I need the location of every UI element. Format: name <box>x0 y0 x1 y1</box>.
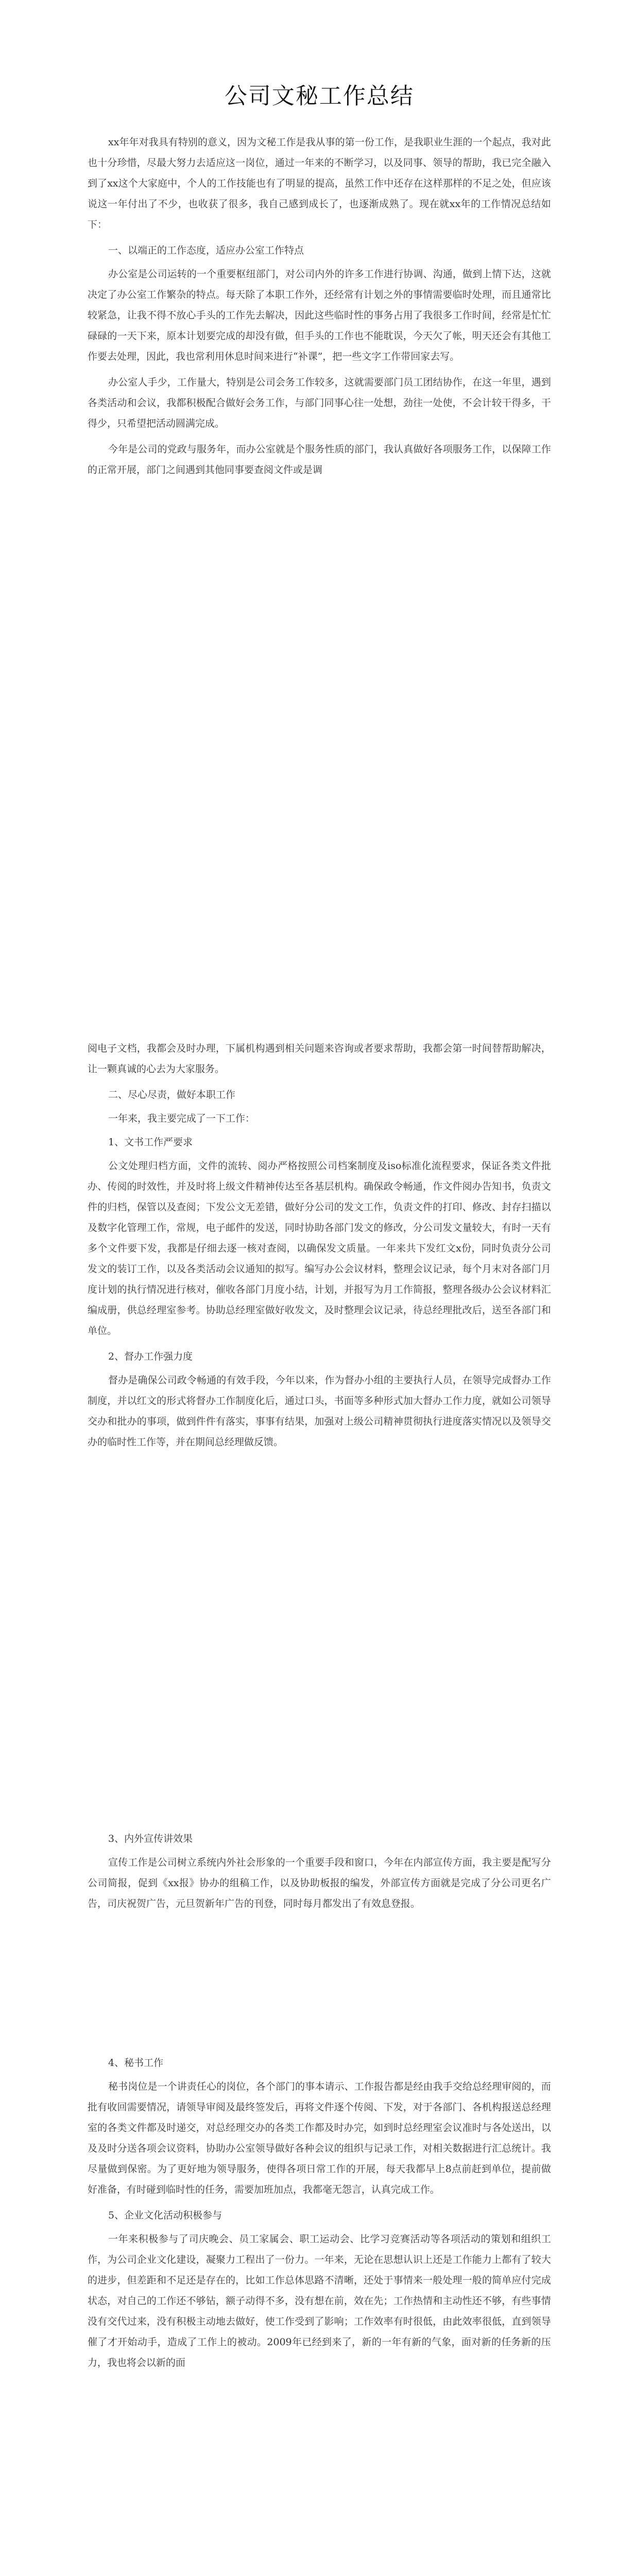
document-block-3 <box>88 1826 551 1919</box>
paragraph-service: 今年是公司的党政与服务年，而办公室就是个服务性质的部门，我认真做好各项服务工作，以保障工作的正常开展，部门之间遇到其他同事要查阅文件或是调 <box>88 444 551 476</box>
paragraph-culture: 一年来积极参与了司庆晚会、员工家属会、职工运动会、比学习竞赛活动等各项活动的策划和组织工作，为公司企业文化建设，凝聚力工程出了一份力。一年来，无论在思想认识上还是工作能力上都有了较大的进步，但差距和不足还是存在的，比如工作总体思路不清晰，还处于事情来一般处理一般的简单应付完成状态，对自己的工作还不够钻，额子动得不多，没有想在前，效在先；工作热情和主动性还不够，有些事情没有交代过来，没有积极主动地去做好，使工作受到了影响；工作效率有时很低，由此效率很低，直到领导催了才开始动手，造成了工作上的被动。2009年已经到来了，新的一年有新的气象，面对新的任务新的压力，我也将会以新的面 <box>88 2233 551 2368</box>
paragraph-documents: 公文处理归档方面，文件的流转、阅办严格按照公司档案制度及iso标准化流程要求，保证各类文件批办、传阅的时效性，并及时将上级文件精神传达至各基层机构。确保政令畅通，作文件阅办告知书，负责文件的归档，保管以及查阅；下发公文无差错，做好分公司的发文工作，负责文件的打印、修改、封存扫描以及数字化管理工作，常规，电子邮件的发送，同时协助各部门发文的修改，分公司发文量较大，有时一天有多个文件要下发，我都是仔细去逐一核对查阅，以确保发文质量。一年来共下发红文x份，同时负责分公司发文的装订工作，以及各类活动会议通知的拟写。编写办公会议材料，整理会议记录，每个月末对各部门月度计划的执行情况进行核对，催收各部门月度小结，计划，并报写为月工作简报，整理各级办公会议材料汇编成册，供总经理室参考。协助总经理室做好收发文，及时整理会议记录，待总经理批改后，送至各部门和单位。 <box>88 1160 551 1336</box>
section-heading-1: 一、以端正的工作态度，适应办公室工作特点 <box>108 245 304 256</box>
subheading-secretary: 4、秘书工作 <box>108 2057 164 2069</box>
document-block-4 <box>88 2050 551 2378</box>
section-heading-2: 二、尽心尽责，做好本职工作 <box>108 1089 236 1100</box>
paragraph-service-continued: 阅电子文档，我都会及时办理，下属机构遇到相关问题来咨询或者要求帮助，我都会第一时间替帮助解决，让一颗真诚的心去为大家服务。 <box>88 1043 551 1075</box>
intro-paragraph: xx年年对我具有特别的意义，因为文秘工作是我从事的第一份工作，是我职业生涯的一个起点，我对此也十分珍惜，尽最大努力去适应这一岗位，通过一年来的不断学习，以及同事、领导的帮助，我已完全融入到了xx这个大家庭中，个人的工作技能也有了明显的提高，虽然工作中还存在这样那样的不足之处，但应该说这一年付出了不少，也收获了很多，我自己感到成长了，也逐渐成熟了。现在就xx年的工作情况总结如下： <box>88 137 551 230</box>
paragraph-office-characteristics: 办公室是公司运转的一个重要枢纽部门，对公司内外的许多工作进行协调、沟通，做到上情下达，这就决定了办公室工作繁杂的特点。每天除了本职工作外，还经常有计划之外的事情需要临时处理，而且通常比较紧急，让我不得不放心手头的工作先去解决，因此这些临时性的事务占用了我很多工作时间，经常是忙忙碌碌的一天下来，原本计划要完成的却没有做，但手头的工作也不能耽误，今天欠了帐，明天还会有其他工作要去处理，因此，我也常利用休息时间来进行“补课”，把一些文字工作带回家去写。 <box>88 268 551 362</box>
subheading-culture: 5、企业文化活动积极参与 <box>108 2210 222 2221</box>
subheading-documents: 1、文书工作严要求 <box>108 1137 193 1148</box>
document-title: 公司文秘工作总结 <box>224 83 414 109</box>
subheading-publicity: 3、内外宣传讲效果 <box>108 1833 193 1844</box>
paragraph-teamwork: 办公室人手少，工作量大，特别是公司会务工作较多，这就需要部门员工团结协作，在这一年里，遇到各类活动和会议，我都积极配合做好会务工作，与部门同事心往一处想，劲往一处使，不会计较干得多，干得少，只希望把活动圆满完成。 <box>88 377 551 429</box>
document-block-1 <box>88 77 551 485</box>
work-summary-intro: 一年来，我主要完成了一下工作： <box>108 1113 255 1124</box>
paragraph-publicity: 宣传工作是公司树立系统内外社会形象的一个重要手段和窗口，今年在内部宣传方面，我主要是配写分公司简报，促到《xx报》协办的组稿工作，以及协助板报的编发，外部宣传方面就是完成了分公司更名广告，司庆祝贺广告，元旦贺新年广告的刊登，同时每月都发出了有效息登报。 <box>88 1857 551 1909</box>
subheading-supervision: 2、督办工作强力度 <box>108 1351 193 1362</box>
document-block-2 <box>88 1038 551 1458</box>
paragraph-supervision: 督办是确保公司政令畅通的有效手段，今年以来，作为督办小组的主要执行人员，在领导完成督办工作制度，并以红文的形式将督办工作制度化后，通过口头，书面等多种形式加大督办工作力度，就如公司领导交办和批办的事项，做到件件有落实，事事有结果，加强对上级公司精神贯彻执行进度落实情况以及领导交办的临时性工作等，并在期间总经理做反馈。 <box>88 1375 551 1448</box>
paragraph-secretary: 秘书岗位是一个讲责任心的岗位，各个部门的事本请示、工作报告都是经由我手交给总经理审阅的，而批有收回需要情况，请领导审阅及最终签发后，再将文件逐个传阅、下发，对于各部门、各机构报送总经理室的各类文件都及时递交，对总经理交办的各类工作都及时办完，如到时总经理室会议准时与各处送出，以及及时分送各项会议资料，协助办公室领导做好各种会议的组织与记录工作，对相关数据进行汇总统计。我尽量做到保密。为了更好地为领导服务，使得各项日常工作的开展，每天我都早上8点前赶到单位，提前做好准备，有时碰到临时性的任务，需要加班加点，我都毫无怨言，认真完成工作。 <box>88 2081 551 2195</box>
